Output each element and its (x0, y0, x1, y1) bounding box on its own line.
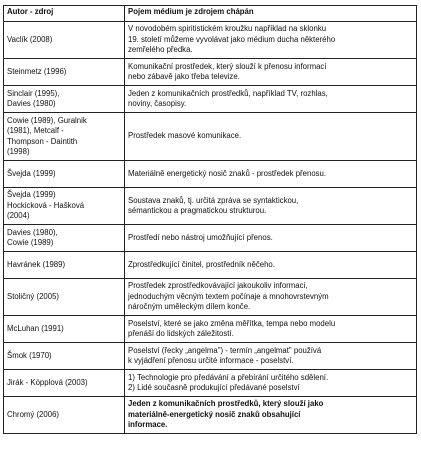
definition-cell (125, 343, 417, 370)
table-row (4, 370, 417, 397)
table-row (4, 188, 417, 225)
table-row (4, 59, 417, 86)
definition-cell (125, 59, 417, 86)
definition-line: Prostředek zprostředkovávající jakoukoliv informaci, (128, 281, 308, 291)
definition-cell (125, 22, 417, 59)
table-row (4, 113, 417, 161)
table-body (4, 22, 417, 434)
definition-cell (125, 113, 417, 161)
author-cell (4, 188, 125, 225)
author-line: Steinmetz (1996) (7, 66, 67, 76)
table-row (4, 86, 417, 113)
author-line: Sinclair (1995), (7, 88, 60, 98)
author-line: Hockicková - Hašková (7, 200, 85, 210)
author-line: McLuhan (1991) (7, 323, 64, 333)
header-author: Autor - zdroj (4, 6, 125, 22)
definition-line: V novodobém spiritistickém kroužku například na sklonku (128, 24, 327, 34)
definition-line: 1) Technologie pro předávání a přebírání určitého sdělení. (128, 372, 329, 382)
author-line: Havránek (1989) (7, 259, 66, 269)
table-header-row (4, 6, 417, 22)
author-cell (4, 113, 125, 161)
author-line: Švejda (1999) (7, 190, 56, 200)
author-line: (1981), Metcalf - (7, 126, 64, 135)
author-line: Vaclík (2008) (7, 34, 53, 44)
definition-line: jednoduchým věcným textem počínaje a mnohovrstevným (128, 291, 329, 301)
author-line: Cowie (1989) (7, 238, 54, 247)
definition-cell (125, 161, 417, 188)
definition-line: nebo zábavě jako třeba televize. (128, 72, 240, 81)
author-line: (1998) (7, 147, 30, 156)
definition-line: Komunikační prostředek, který slouží k přenosu informací (128, 61, 327, 71)
author-cell (4, 397, 125, 434)
author-line: Chromý (2006) (7, 409, 59, 419)
media-definitions-table (3, 5, 417, 434)
author-cell (4, 252, 125, 279)
author-cell (4, 370, 125, 397)
definition-cell (125, 370, 417, 397)
definition-line: Jeden z komunikačních prostředků, například TV, rozhlas, (128, 88, 328, 98)
definition-line: Poselství (řecky „angelma") - termín „angelmat" používá (128, 345, 322, 355)
definition-line: materiálně-energetický nosič znaků obsahující (128, 409, 301, 419)
author-line: Jirák - Köpplová (2003) (7, 377, 88, 387)
definition-cell (125, 86, 417, 113)
table-row (4, 316, 417, 343)
table-row (4, 22, 417, 59)
author-line: Davies (1980), (7, 227, 58, 237)
author-line: Šmok (1970) (7, 350, 52, 360)
table-row (4, 279, 417, 316)
definition-cell (125, 188, 417, 225)
definition-line: 2) Lidé současně produkující předávané poselství (128, 383, 300, 392)
author-line: Davies (1980) (7, 99, 56, 108)
author-cell (4, 279, 125, 316)
table-row (4, 343, 417, 370)
author-cell (4, 316, 125, 343)
definition-line: zemřelého předka. (128, 45, 193, 55)
definition-cell (125, 279, 417, 316)
author-cell (4, 225, 125, 252)
definition-line: přenáší do lidských záležitostí. (128, 329, 234, 338)
author-line: (2004) (7, 211, 30, 221)
author-line: Stoličný (2005) (7, 291, 60, 301)
definition-line: Prostředek masové komunikace. (128, 131, 242, 141)
definition-line: sémantickou a pragmatickou strukturou. (128, 206, 267, 215)
definition-cell (125, 252, 417, 279)
author-line: Švejda (1999) (7, 168, 56, 178)
author-cell (4, 86, 125, 113)
author-line: Thompson - Daintith (7, 136, 78, 146)
definition-line: Zprostředkující činitel, prostředník něčeho. (128, 259, 275, 269)
definition-line: Jeden z komunikačních prostředků, který slouží jako (128, 399, 324, 409)
definition-line: k vyjádření přenosu určité informace - poselství. (128, 356, 294, 365)
definition-line: Soustava znaků, tj. určitá zpráva se syntaktickou, (128, 195, 299, 205)
table-row (4, 225, 417, 252)
author-cell (4, 161, 125, 188)
definition-line: noviny, časopisy. (128, 99, 187, 108)
definition-cell (125, 316, 417, 343)
definition-line: náročným uměleckým dílem konče. (128, 302, 251, 312)
definition-cell (125, 397, 417, 434)
definition-line: informace. (128, 420, 168, 430)
definition-line: Poselství, které se jako změna měřítka, tempa nebo modelu (128, 318, 336, 328)
definition-line: Materiálně energetický nosič znaků - prostředek přenosu. (128, 168, 327, 178)
author-line: Cowie (1989), Guralnik (7, 115, 87, 125)
author-cell (4, 22, 125, 59)
definition-line: 19. století můžeme vyvolávat jako médium ducha některého (128, 34, 336, 44)
definition-line: Prostředí nebo nástroj umožňující přenos. (128, 232, 273, 242)
table-row (4, 161, 417, 188)
header-definition: Pojem médium je zdrojem chápán (125, 6, 417, 22)
table-row (4, 252, 417, 279)
author-cell (4, 343, 125, 370)
author-cell (4, 59, 125, 86)
table-row (4, 397, 417, 434)
definition-cell (125, 225, 417, 252)
